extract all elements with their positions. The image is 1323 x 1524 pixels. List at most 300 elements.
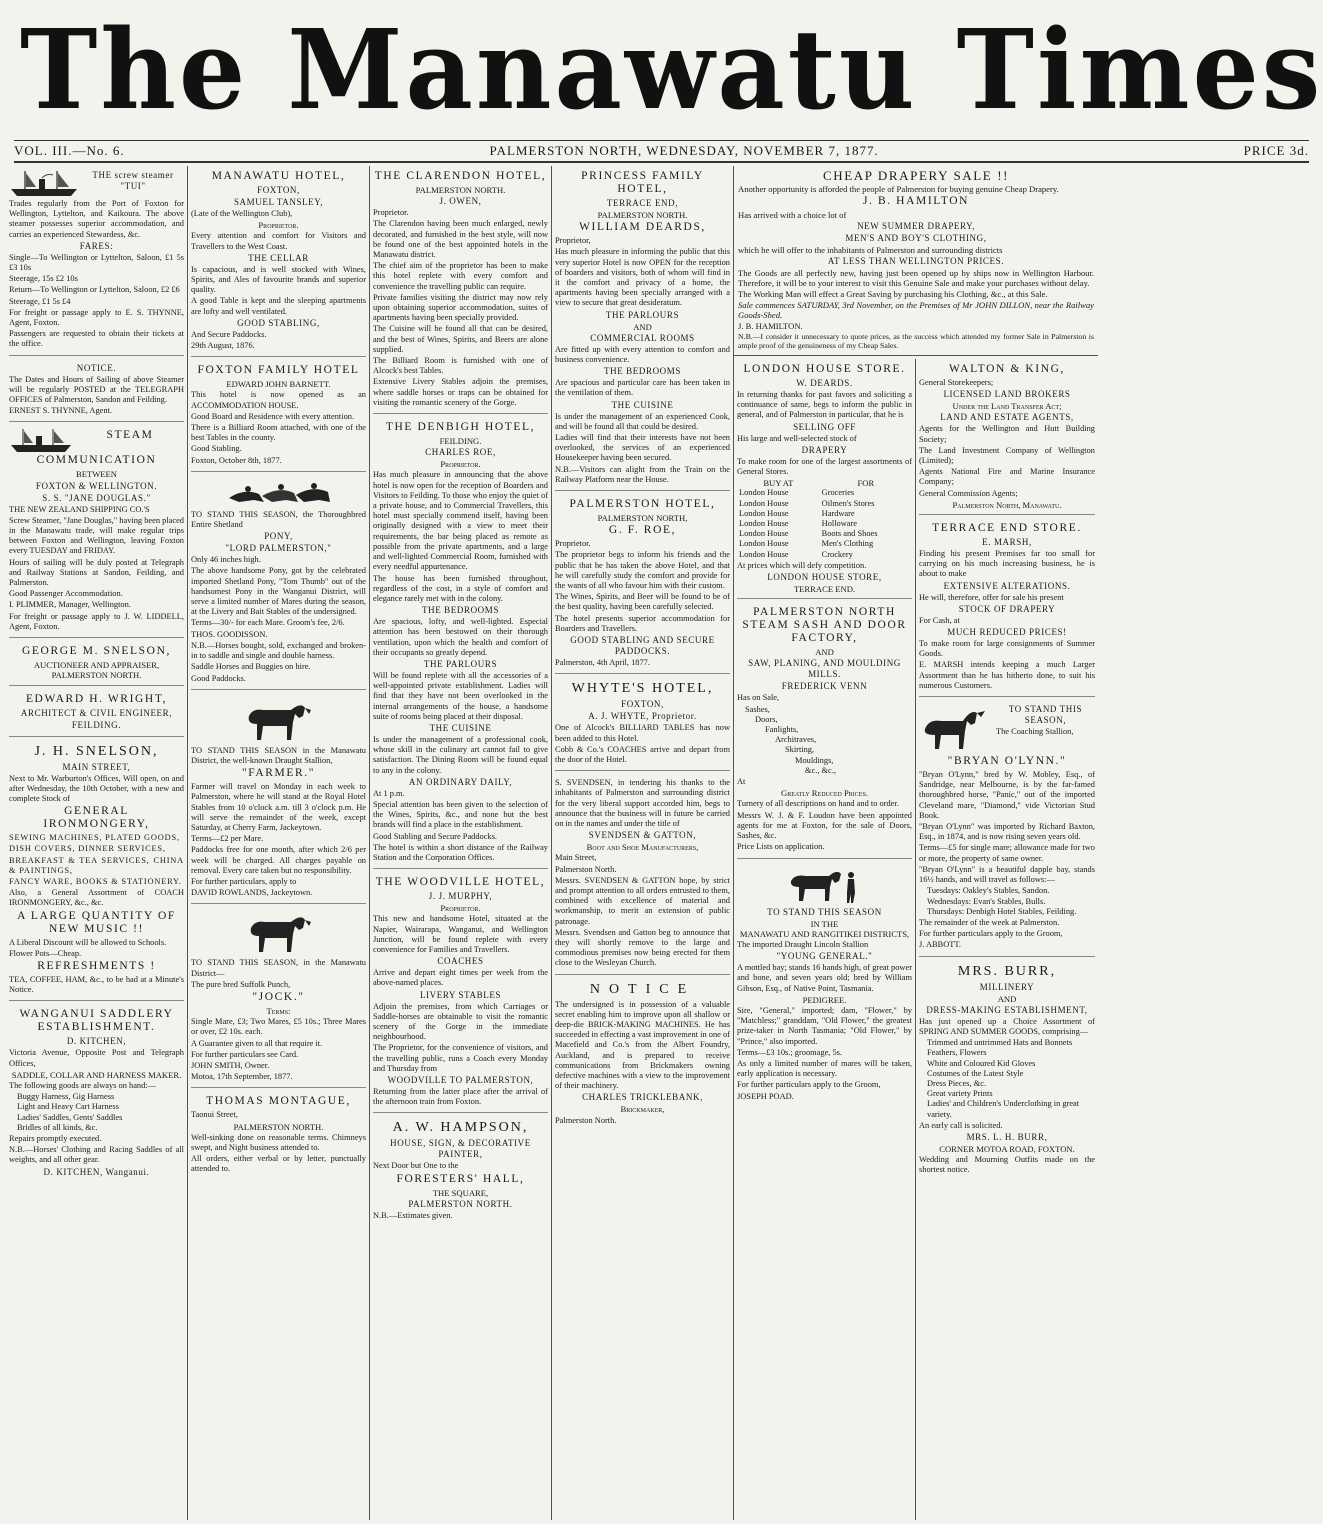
- te-alterations: EXTENSIVE ALTERATIONS.: [943, 580, 1071, 591]
- nt-body: The undersigned is in possession of a valuable secret enabling him to improve upon all shallow or deep-die BRICK-MAKING MACHINES. He has succeeded in effecting a vast improvement in one of Macefield and Co.'s from the Albert Foundry, Auckland, and is prepared to receive communications from Brickmakers owning defective machines with a view to the improvement of their machinery.: [555, 999, 730, 1091]
- price: PRICE 3d.: [1243, 143, 1309, 158]
- drapery-signature: J. B. HAMILTON.: [738, 321, 803, 331]
- pony-height: Only 46 inches high.: [191, 555, 261, 565]
- mh-cellar-body: Is capacious, and is well stocked with Wines, Spirits, and Ales of favourite brands and superior quality.: [191, 264, 366, 295]
- fares-heading: FARES:: [79, 240, 114, 251]
- ad-princess-hotel: [555, 166, 730, 491]
- jh-also: Also, a General Assortment of COACH IRONMONGERY, &c., &c.: [9, 888, 184, 908]
- te-stock: STOCK OF DRAPERY: [958, 603, 1056, 614]
- drapery-name: J. B. HAMILTON: [862, 195, 970, 207]
- list-item: Architraves,: [775, 735, 817, 745]
- ad-clarendon-hotel: [373, 166, 548, 414]
- list-item: Tuesdays: Oakley's Stables, Sandon.: [927, 886, 1050, 896]
- sv-firm: SVENDSEN & GATTON,: [588, 830, 697, 841]
- wk-land: LICENSED LAND BROKERS: [943, 389, 1071, 400]
- dn-proprietor: Proprietor.: [440, 459, 481, 470]
- wk-agents: LAND AND ESTATE AGENTS,: [940, 412, 1074, 423]
- wv-livery-heading: LIVERY STABLES: [419, 989, 502, 1000]
- steam-apply: For freight or passage apply to J. W. LIDDELL, Agent, Foxton.: [9, 611, 184, 631]
- jh-general: GENERAL IRONMONGERY,: [43, 805, 150, 831]
- pf-parlours-heading: THE PARLOURS: [605, 309, 680, 320]
- list-item: Light and Heavy Cart Harness: [17, 1102, 119, 1112]
- ad-stallion-farmer: [191, 693, 366, 905]
- pony-word: PONY,: [264, 531, 293, 542]
- te-heading: TERRACE END STORE.: [932, 522, 1082, 535]
- yg-heading: TO STAND THIS SEASON: [767, 906, 882, 917]
- drapery-intro: Another opportunity is afforded the people of Palmerston for buying genuine Cheap Drapery.: [738, 184, 1059, 194]
- te-cash: For Cash, at: [919, 615, 960, 625]
- lh-room: To make room for one of the largest assortments of General Stores.: [737, 456, 912, 477]
- racing-horses-illustration: [224, 480, 334, 508]
- place-and-date: PALMERSTON NORTH, WEDNESDAY, NOVEMBER 7, 1877.: [489, 143, 879, 158]
- table-header: BUY AT: [763, 478, 794, 489]
- wk-heading: WALTON & KING,: [949, 363, 1065, 375]
- list-item: Costumes of the Latest Style: [927, 1068, 1024, 1078]
- cl-body: The Cuisine will be found all that can be desired, and the best of Wines, Spirits, and Beers are alone supplied.: [373, 324, 548, 354]
- mb-role: MILLINERY: [979, 981, 1035, 992]
- ad-svendsen-gatton: [555, 774, 730, 974]
- ad-brickmaking-notice: [555, 978, 730, 1131]
- ad-palmerston-hotel: [555, 494, 730, 674]
- cl-body: The chief aim of the proprietor has been to make this hotel replete with every comfort and convenience the travelling public can require.: [373, 261, 548, 291]
- farmer-apply: For further particulars, apply to: [191, 876, 297, 886]
- wright-role: ARCHITECT & CIVIL ENGINEER,: [20, 707, 173, 718]
- pony-body: The above handsome Pony, got by the celebrated imported Shetland Pony, "Tom Thumb" out of the handsomest Pony in the Wanganui District, will serve a limited number of Mares during the season, at the Livery and Bait Stables of the undersigned.: [191, 566, 366, 617]
- wk-fire: Agents National Fire and Marine Insurance Company;: [919, 467, 1095, 487]
- ad-saddlery: [9, 1004, 184, 1182]
- ad-young-general: [737, 862, 912, 1107]
- jh-tea: TEA, COFFEE, HAM, &c., to be had at a Minute's Notice.: [9, 974, 184, 995]
- steam-ship: S. S. "JANE DOUGLAS.": [42, 492, 151, 503]
- mh-late: (Late of the Wellington Club),: [191, 209, 293, 218]
- wv-name: J. J. MURPHY,: [428, 891, 493, 902]
- ad-mrs-burr: [919, 960, 1095, 1181]
- list-item: Trimmed and untrimmed Hats and Bonnets: [927, 1038, 1073, 1048]
- ad-london-house-store: [737, 359, 912, 599]
- table-row: London House Holloware: [739, 519, 857, 529]
- list-item: Buggy Harness, Gig Harness: [17, 1092, 115, 1102]
- jh-item: BREAKFAST & TEA SERVICES, CHINA & PAINTINGS,: [9, 855, 184, 875]
- pn-saw: SAW, PLANING, AND MOULDING MILLS.: [748, 658, 901, 680]
- steamship-illustration: [9, 428, 73, 454]
- wh-name: A. J. WHYTE, Proprietor.: [588, 711, 697, 722]
- ad-terrace-end-store: [919, 518, 1095, 697]
- saddlery-address: Victoria Avenue, Opposite Post and Telegraph Offices,: [9, 1048, 184, 1068]
- farmer-paddocks: Paddocks free for one month, after which 2/6 per week will be charged. All charges payable on removal. Every care taken but no responsibility.: [191, 845, 366, 875]
- te-name: E. MARSH,: [982, 537, 1032, 548]
- steamship-illustration: [9, 169, 79, 199]
- pn-sale: Has on Sale,: [737, 693, 780, 703]
- table-header: FOR: [857, 478, 875, 489]
- steam-between: BETWEEN: [75, 469, 118, 480]
- steam-heading: STEAM COMMUNICATION: [36, 429, 157, 467]
- table-row: London House Men's Clothing: [739, 539, 874, 549]
- te-body: Finding his present Premises far too small for carrying on his much increasing business, he is about to make: [919, 549, 1095, 579]
- jh-street: MAIN STREET,: [62, 761, 131, 772]
- cl-body: Extensive Livery Stables adjoin the premises, where saddle horses or traps can be obtained for visiting the romantic scenery of the Gorge.: [373, 377, 548, 407]
- dn-furnished: The house has been furnished throughout, regardless of the cost, in a style of comfort and elegance rarely met with in the colony.: [373, 573, 548, 603]
- fare-line: Single—To Wellington or Lyttelton, Saloon, £1 5s £3 10s: [9, 252, 184, 273]
- mh-cellar: THE CELLAR: [248, 252, 309, 263]
- ph-wines: The Wines, Spirits, and Beer will be found to be of the best quality, having been carefully selected.: [555, 592, 730, 612]
- jh-name: J. H. SNELSON,: [34, 743, 159, 759]
- pf-parlours: Are fitted up with every attention to comfort and business convenience.: [555, 344, 730, 365]
- bo-sub: The Coaching Stallion,: [996, 727, 1074, 737]
- ad-sash-door-factory: [737, 602, 912, 858]
- wk-land-investment: The Land Investment Company of Wellington (Limited);: [919, 445, 1095, 466]
- cl-proprietor: Proprietor.: [373, 208, 409, 218]
- dn-parlours: Will be found replete with all the accessories of a well-appointed private establishment. Ladies will find that they have not been overlooked in the internal arrangements of the house, a handsome suite of rooms being placed at their disposal.: [373, 670, 548, 721]
- yg-name: "YOUNG GENERAL.": [776, 951, 873, 962]
- ad-whytes-hotel: [555, 677, 730, 771]
- list-item: Sashes,: [745, 704, 770, 714]
- jock-terms-heading: Terms:: [266, 1005, 291, 1016]
- wk-place: Palmerston North, Manawatu.: [952, 499, 1062, 510]
- column-4: [552, 166, 734, 1520]
- lh-body: In returning thanks for past favors and soliciting a continuance of same, begs to inform the public in general, and of Palmerston in particular, that he is: [737, 390, 912, 420]
- ff-board: Good Board and Residence with every attention.: [191, 411, 355, 421]
- saddlery-role: SADDLE, COLLAR AND HARNESS MAKER.: [11, 1069, 182, 1080]
- cl-heading: THE CLARENDON HOTEL,: [374, 170, 547, 182]
- wv-coaches: Arrive and depart eight times per week from the above-named places.: [373, 968, 548, 988]
- pony-name: "LORD PALMERSTON,": [225, 543, 332, 554]
- ad-manawatu-hotel: [191, 166, 366, 357]
- ad-notice: [9, 359, 184, 423]
- list-item: Dress Pieces, &c.: [927, 1078, 987, 1088]
- volume-number: VOL. III.—No. 6.: [14, 143, 125, 158]
- list-item: White and Coloured Kid Gloves: [927, 1058, 1036, 1068]
- list-item: Wednesdays: Evan's Stables, Bulls.: [927, 896, 1046, 906]
- wh-place: FOXTON,: [621, 699, 664, 710]
- yg-limited: As only a limited number of mares will be taken, early application is necessary.: [737, 1058, 912, 1079]
- ad-hampson-painter: [373, 1116, 548, 1226]
- column-2: [188, 166, 370, 1520]
- saddlery-list: [17, 1092, 184, 1133]
- lh-stock: His large and well-selected stock of: [737, 433, 857, 443]
- nt-heading: NOTICE: [589, 981, 696, 997]
- snelson-role: AUCTIONEER AND APPRAISER,: [33, 660, 160, 671]
- pn-list: [745, 705, 912, 776]
- ff-billiard: There is a Billiard Room attached, with one of the best Tables in the county.: [191, 423, 366, 443]
- ff-name: EDWARD JOHN BARNETT.: [226, 379, 331, 390]
- draught-horse-illustration: [239, 912, 319, 956]
- sv-body3: Messrs. Svendsen and Gatton beg to announce that they will shortly remove to the large and commodious premises now being erected for them close to the Wesleyan Church.: [555, 927, 730, 968]
- drapery-mens: MEN'S AND BOY'S CLOTHING,: [845, 233, 987, 243]
- jh-refreshments: REFRESHMENTS !: [37, 959, 156, 972]
- mb-call: An early call is solicited.: [919, 1120, 1003, 1130]
- aw-next: Next Door but One to the: [373, 1161, 459, 1171]
- aw-role: HOUSE, SIGN, & DECORATIVE PAINTER,: [390, 1138, 531, 1160]
- mb-and: AND: [997, 993, 1017, 1004]
- lh-signature: LONDON HOUSE STORE,: [767, 572, 882, 583]
- ad-stallion-jock: [191, 907, 366, 1088]
- dn-stabling: Good Stabling and Secure Paddocks.: [373, 831, 497, 841]
- bo-name: "BRYAN O'LYNN.": [947, 755, 1067, 768]
- list-item: Skirting,: [785, 745, 815, 755]
- drapery-nb: N.B.—I consider it unnecessary to quote prices, as the success which attended my former Sale in Palmerston is ample proof of the genuineness of my Cheap Sales.: [738, 332, 1094, 350]
- pony-signature: THOS. GOODISSON.: [191, 629, 268, 639]
- jock-heading: TO STAND THIS SEASON, in the Manawatu District—: [191, 958, 366, 978]
- drapery-goods: The Goods are all perfectly new, having just been opened up by ships now in Wellington Harbour. Therefore, it will be to your interest to visit this Genuine Sale and make your purchases without delay.: [738, 268, 1094, 288]
- wk-commission: General Commission Agents;: [919, 488, 1018, 498]
- ad-pony-lord-palmerston: [191, 475, 366, 690]
- yg-pedigree-heading: PEDIGREE.: [802, 994, 847, 1005]
- list-item: Feathers, Flowers: [927, 1048, 987, 1058]
- drapery-new: NEW SUMMER DRAPERY,: [857, 221, 975, 231]
- table-row: London House Hardware: [739, 508, 855, 518]
- bo-beautiful: "Bryan O'Lynn" is a beautiful dapple bay, stands 16½ hands, and will travel as follows:—: [919, 864, 1095, 885]
- mb-signature: MRS. L. H. BURR,: [966, 1131, 1048, 1142]
- bo-body: "Bryan O'Lynn," bred by W. Mobley, Esq., of Sandridge, near Melbourne, is by the far-famed thoroughbred horse, "Panic," out of the imported Cleveland mare, "Diamond," vide Victorian Stud Book.: [919, 770, 1095, 820]
- ad-walton-king: [919, 359, 1095, 515]
- aw-name: A. W. HAMPSON,: [392, 1120, 529, 1136]
- masthead: [0, 0, 1323, 140]
- fare-line: Steerage, £1 5s £4: [9, 296, 71, 306]
- dn-body: Has much pleasure in announcing that the above hotel is now open for the reception of Boarders and Visitors to Feilding. To those who enjoy the quiet of a private house, and to Commercial Travellers, this hotel must specially commend itself, having been originally designed with a view to meet their requirements, the bar being placed as remote as possible from the private apartments, and a large and well-lighted Commercial Room, furnished with every needful appurtenance.: [373, 470, 548, 572]
- mb-heading: MRS. BURR,: [957, 963, 1057, 979]
- lh-selling: SELLING OFF: [793, 421, 856, 432]
- aw-place: PALMERSTON NORTH.: [408, 1198, 513, 1209]
- mh-proprietor: Proprietor.: [258, 220, 299, 231]
- saddlery-repairs: Repairs promptly executed.: [9, 1133, 102, 1143]
- pony-nb: N.B.—Horses bought, sold, exchanged and broken-in to saddle and single and double harness.: [191, 640, 366, 661]
- saddlery-name: D. KITCHEN,: [66, 1036, 127, 1047]
- jock-terms: Single Mare, £3; Two Mares, £5 10s.; Three Mares or over, £2 10s. each.: [191, 1017, 366, 1037]
- ph-name: G. F. ROE,: [608, 524, 677, 537]
- wh-heading: WHYTE'S HOTEL,: [571, 681, 714, 697]
- dn-heading: THE DENBIGH HOTEL,: [385, 421, 536, 434]
- pf-terrace: TERRACE END,: [606, 198, 679, 208]
- list-item: Doors,: [755, 714, 778, 724]
- bo-apply: For further particulars apply to the Groom,: [919, 929, 1063, 939]
- sv-body: S. SVENDSEN, in tendering his thanks to the inhabitants of Palmerston and surrounding district for the very liberal support accorded him, begs to announce that the business will in future be carried on in the names and under the title of: [555, 778, 730, 828]
- bo-heading: TO STAND THIS SEASON,: [1008, 704, 1083, 726]
- tm-place: PALMERSTON NORTH.: [233, 1121, 324, 1132]
- list-item: Ladies' Saddles, Gents' Saddles: [17, 1112, 123, 1122]
- ff-body: This hotel is now opened as an ACCOMMODATION HOUSE.: [191, 390, 366, 410]
- lh-prices: At prices which will defy competition.: [737, 560, 867, 570]
- pf-nb: N.B.—Visitors can alight from the Train on the Railway Platform near the House.: [555, 464, 730, 484]
- jh-discount: A Liberal Discount will be allowed to Schools.: [9, 937, 167, 947]
- ph-proprietor: Proprietor.: [555, 539, 591, 549]
- jh-item: DISH COVERS, DINNER SERVICES,: [9, 844, 166, 854]
- wk-act: Under the Land Transfer Act;: [952, 401, 1062, 412]
- te-room: To make room for large consignments of Summer Goods.: [919, 639, 1095, 659]
- pf-commercial: COMMERCIAL ROOMS: [590, 332, 695, 343]
- te-marsh: E. MARSH intends keeping a much Larger Assortment than he has hitherto done, to suit his numerous Customers.: [919, 660, 1095, 690]
- draught-horse-illustration: [239, 698, 319, 744]
- yg-terms: Terms—£3 10s.; groomage, 5s.: [737, 1047, 843, 1057]
- ad-steamer-tui: [9, 166, 184, 356]
- farmer-name: "FARMER.": [241, 767, 316, 780]
- lh-heading: LONDON HOUSE STORE.: [743, 363, 906, 375]
- lh-name: W. DEARDS.: [796, 378, 853, 388]
- aw-square: THE SQUARE,: [432, 1187, 489, 1198]
- saddlery-nb: N.B.—Horses' Clothing and Racing Saddles of all weights, and all other gear.: [9, 1145, 184, 1165]
- te-reduced: MUCH REDUCED PRICES!: [947, 627, 1067, 638]
- wv-livery: Adjoin the premises, from which Carriages or Saddle-horses are obtainable to visit the romantic scenery of the Gorge in the immediate neighbourhood.: [373, 1001, 548, 1042]
- farmer-terms: Terms—£2 per Mare.: [191, 834, 264, 844]
- ff-heading: FOXTON FAMILY HOTEL: [197, 364, 360, 377]
- table-row: London House Groceries: [739, 488, 855, 498]
- wv-return: Returning from the latter place after the arrival of the afternoon train from Foxton.: [373, 1087, 548, 1107]
- yg-apply: For further particulars apply to the Groom,: [737, 1080, 881, 1090]
- sv-role: Boot and Shoe Manufacturers,: [586, 842, 699, 853]
- aw-nb: N.B.—Estimates given.: [373, 1210, 453, 1220]
- saddlery-signature: D. KITCHEN, Wanganui.: [43, 1166, 150, 1177]
- dn-cuisine-heading: THE CUISINE: [429, 722, 492, 733]
- pony-paddocks: Good Paddocks.: [191, 673, 246, 683]
- horse-and-groom-illustration: [785, 867, 865, 905]
- cl-body: Private families visiting the district may now rely upon obtaining superior accommodation, suites of apartments having been specially provided.: [373, 292, 548, 323]
- bo-terms: Terms—£5 for single mare; allowance made for two or more, the property of same owner.: [919, 843, 1095, 863]
- column-3: [370, 166, 552, 1520]
- mb-list: [927, 1038, 1095, 1120]
- ff-date: Foxton, October 8th, 1877.: [191, 455, 282, 465]
- nt-signature: CHARLES TRICKLEBANK,: [582, 1092, 703, 1103]
- pf-cuisine-heading: THE CUISINE: [611, 399, 674, 410]
- columns: [6, 166, 1317, 1520]
- pn-reduced: Greatly Reduced Prices.: [781, 788, 868, 799]
- aw-hall: FORESTERS' HALL,: [396, 1172, 525, 1185]
- column-5: [734, 359, 916, 1520]
- mh-name: SAMUEL TANSLEY,: [233, 197, 324, 207]
- bo-travel-list: [927, 886, 1095, 917]
- drapery-heading: CHEAP DRAPERY SALE !!: [822, 168, 1010, 183]
- list-item: Bridles of all kinds, &c.: [17, 1122, 98, 1132]
- fare-line: Return—To Wellington or Lyttelton, Saloon, £2 £6: [9, 285, 180, 295]
- dn-ordinary: AN ORDINARY DAILY,: [408, 776, 513, 787]
- dn-place: FEILDING.: [439, 436, 482, 447]
- ph-body: The proprietor begs to inform his friends and the public that he has taken the above Hotel, and that he will carefully study the comfort and provide for the wants of all who favour him with their custom.: [555, 550, 730, 591]
- table-row: London House Boots and Shoes: [739, 529, 878, 539]
- dn-cuisine: Is under the management of a professional cook, whose skill in the culinary art cannot fail to give satisfaction. The Dining Room will be found equal to any in the colony.: [373, 734, 548, 775]
- mb-dress: DRESS-MAKING ESTABLISHMENT,: [926, 1004, 1088, 1015]
- dn-special: Special attention has been given to the selection of the Wines, Spirits, &c., and none but the best brands will find a place in the establishment.: [373, 799, 548, 830]
- dn-time: At 1 p.m.: [373, 788, 405, 798]
- steam-accommodation: Good Passenger Accommodation.: [9, 589, 123, 599]
- saddlery-intro: The following goods are always on hand:—: [9, 1080, 156, 1090]
- pn-turnery: Turnery of all descriptions on hand and to order.: [737, 799, 899, 809]
- steam-company: THE NEW ZEALAND SHIPPING CO.'S: [9, 504, 150, 514]
- ad-woodville-hotel: [373, 872, 548, 1113]
- wk-role: General Storekeepers;: [919, 378, 994, 387]
- ad-denbigh-hotel: [373, 417, 548, 869]
- pony-terms: Terms—30/- for each Mare. Groom's fee, 2/6.: [191, 618, 345, 628]
- jock-signature: JOHN SMITH, Owner.: [191, 1060, 270, 1070]
- wv-route: WOODVILLE TO PALMERSTON,: [387, 1075, 534, 1086]
- yg-signature: JOSEPH POAD.: [737, 1091, 794, 1101]
- pf-and: AND: [633, 321, 652, 332]
- yg-pedigree: Sire, "General," imported; dam, "Flower," by "Matchless;" granddam, "Old Flower," the greatest prize-taker in North Tasmania; "Old Flower," by "Prince," also imported.: [737, 1005, 912, 1046]
- tm-body: Well-sinking done on reasonable terms. Chimneys swept, and Night business attended to.: [191, 1132, 366, 1152]
- fare-line: Steerage, 15s £2 10s: [9, 274, 78, 284]
- lh-drapery: DRAPERY: [801, 444, 848, 455]
- list-item: Thursdays: Denbigh Hotel Stables, Feilding.: [927, 906, 1077, 916]
- lh-place: TERRACE END.: [793, 584, 856, 595]
- steam-signature: I. PLIMMER, Manager, Wellington.: [9, 600, 131, 610]
- sv-place: Palmerston North.: [555, 864, 617, 874]
- ph-place: PALMERSTON NORTH,: [597, 513, 688, 524]
- drapery-arrived: Has arrived with a choice lot of: [738, 210, 847, 220]
- pf-bedrooms-heading: THE BEDROOMS: [604, 366, 681, 377]
- pn-heading: PALMERSTON NORTH STEAM SASH AND DOOR FACTORY,: [742, 606, 907, 645]
- jh-item: FANCY WARE, BOOKS & STATIONERY.: [9, 876, 182, 886]
- list-item: &c., &c.,: [805, 765, 836, 775]
- cl-name: J. OWEN,: [439, 196, 482, 207]
- jh-flower: Flower Pots—Cheap.: [9, 948, 82, 958]
- tui-body: Trades regularly from the Port of Foxton for Wellington, Lyttelton, and Kaikoura. The above steamer possesses superior accommodation, and carries an experienced Stewardess, &c.: [9, 199, 184, 239]
- wv-heading: THE WOODVILLE HOTEL,: [375, 876, 546, 889]
- jh-music: A LARGE QUANTITY OF NEW MUSIC !!: [17, 909, 176, 935]
- snelson-place: PALMERSTON NORTH.: [51, 670, 142, 681]
- wright-place: FEILDING.: [71, 719, 122, 730]
- ad-ironmongery: [9, 740, 184, 1002]
- ad-bryan-olynn: [919, 700, 1095, 956]
- pf-ladies: Ladies will find that their interests have not been overlooked, the services of an experienced Housekeeper having been secured.: [555, 433, 730, 463]
- ph-heading: PALMERSTON HOTEL,: [569, 498, 716, 511]
- saddlery-heading: WANGANUI SADDLERY ESTABLISHMENT.: [19, 1008, 174, 1034]
- wh-billiard: One of Alcock's BILLIARD TABLES has now been added to this Hotel.: [555, 723, 730, 743]
- steam-body: Screw Steamer, "Jane Douglas," having been placed in the Manawatu trade, will make regular trips between Foxton and Wellington, leaving Foxton every TUESDAY and FRIDAY.: [9, 515, 184, 556]
- notice-heading: NOTICE.: [76, 362, 117, 373]
- mh-paddocks: And Secure Paddocks.: [191, 329, 267, 339]
- wk-hutt: Agents for the Wellington and Hutt Building Society;: [919, 424, 1095, 444]
- ad-snelson-auctioneer: [9, 641, 184, 685]
- mh-body: Every attention and comfort for Visitors and Travellers to the West Coast.: [191, 231, 366, 251]
- yg-district: MANAWATU AND RANGITIKEI DISTRICTS,: [739, 928, 910, 939]
- wv-proprietor-note: The Proprietor, for the convenience of visitors, and the travelling public, runs a Coach every Monday and Thursday from: [373, 1043, 548, 1073]
- columns-5-6-lower: [734, 359, 1098, 1520]
- tui-heading: THE screw steamer "TUI": [92, 170, 174, 191]
- jock-date: Motoa, 17th September, 1877.: [191, 1072, 293, 1082]
- list-item: Great variety Prints: [927, 1089, 993, 1099]
- wv-body: This new and handsome Hotel, situated at the Napier, Wairarapa, Wanganui, and Wellington Junction, will be found replete with every convenience for Families and Travellers.: [373, 914, 548, 954]
- ad-steam-communication: [9, 425, 184, 638]
- ad-foxton-family-hotel: [191, 360, 366, 472]
- pf-name: WILLIAM DEARDS,: [579, 221, 706, 234]
- tui-note: Passengers are requested to obtain their tickets at the office.: [9, 329, 184, 349]
- pf-bedrooms: Are spacious and particular care has been taken in the ventilation of them.: [555, 378, 730, 398]
- mh-stabling: GOOD STABLING,: [237, 317, 320, 328]
- pf-place: PALMERSTON NORTH.: [597, 210, 688, 220]
- column-6: [916, 359, 1098, 1520]
- drapery-price: AT LESS THAN WELLINGTON PRICES.: [827, 256, 1005, 266]
- tui-apply: For freight or passage apply to E. S. THYNNE, Agent, Foxton.: [9, 307, 184, 328]
- ph-date: Palmerston, 4th April, 1877.: [555, 658, 650, 668]
- stallion-illustration: [919, 705, 993, 753]
- ad-wright-architect: [9, 689, 184, 737]
- jh-item: SEWING MACHINES, PLATED GOODS,: [9, 833, 180, 843]
- wv-coaches-heading: COACHES: [437, 956, 484, 967]
- pony-heading: TO STAND THIS SEASON, the Thoroughbred Entire Shetland: [191, 509, 366, 530]
- table-row: London House Crockery: [739, 549, 853, 559]
- wh-coaches: Cobb & Co.'s COACHES arrive and depart from the door of the Hotel.: [555, 744, 730, 764]
- list-item: Fanlights,: [765, 725, 799, 735]
- farmer-heading: TO STAND THIS SEASON in the Manawatu District, the well-known Draught Stallion,: [191, 745, 366, 765]
- pn-name: FREDERICK VENN: [781, 681, 868, 692]
- drapery-commence: Sale commences SATURDAY, 3rd November, on the Premises of Mr JOHN DILLON, near the Railway Goods-Shed.: [738, 300, 1094, 320]
- jh-body: Next to Mr. Warburton's Offices, Will open, on and after Wednesday, the 10th October, with a new and complete Stock of: [9, 773, 184, 803]
- dateline: [14, 140, 1309, 163]
- pf-proprietor: Proprietor,: [555, 236, 591, 246]
- dn-name: CHARLES ROE,: [425, 447, 496, 458]
- cl-place: PALMERSTON NORTH.: [415, 185, 506, 195]
- farmer-body: Farmer will travel on Monday in each week to Palmerston, where he will stand at the Royal Hotel Stables from 10 o'clock a.m. till 3 o'clock p.m. He will serve the remainder of the week, except Saturday, at Cherry Farm, Jackeytown.: [191, 782, 366, 832]
- jock-name: "JOCK.": [252, 990, 305, 1003]
- pf-body: Has much pleasure in informing the public that this very superior Hotel is now OPEN for the reception of boarders and visitors, both of whom will find in it the comfort and privacy of a home, the apartments having been specially arranged with a view to secure that great desideratum.: [555, 247, 730, 308]
- te-offer: He will, therefore, offer for sale his present: [919, 592, 1064, 602]
